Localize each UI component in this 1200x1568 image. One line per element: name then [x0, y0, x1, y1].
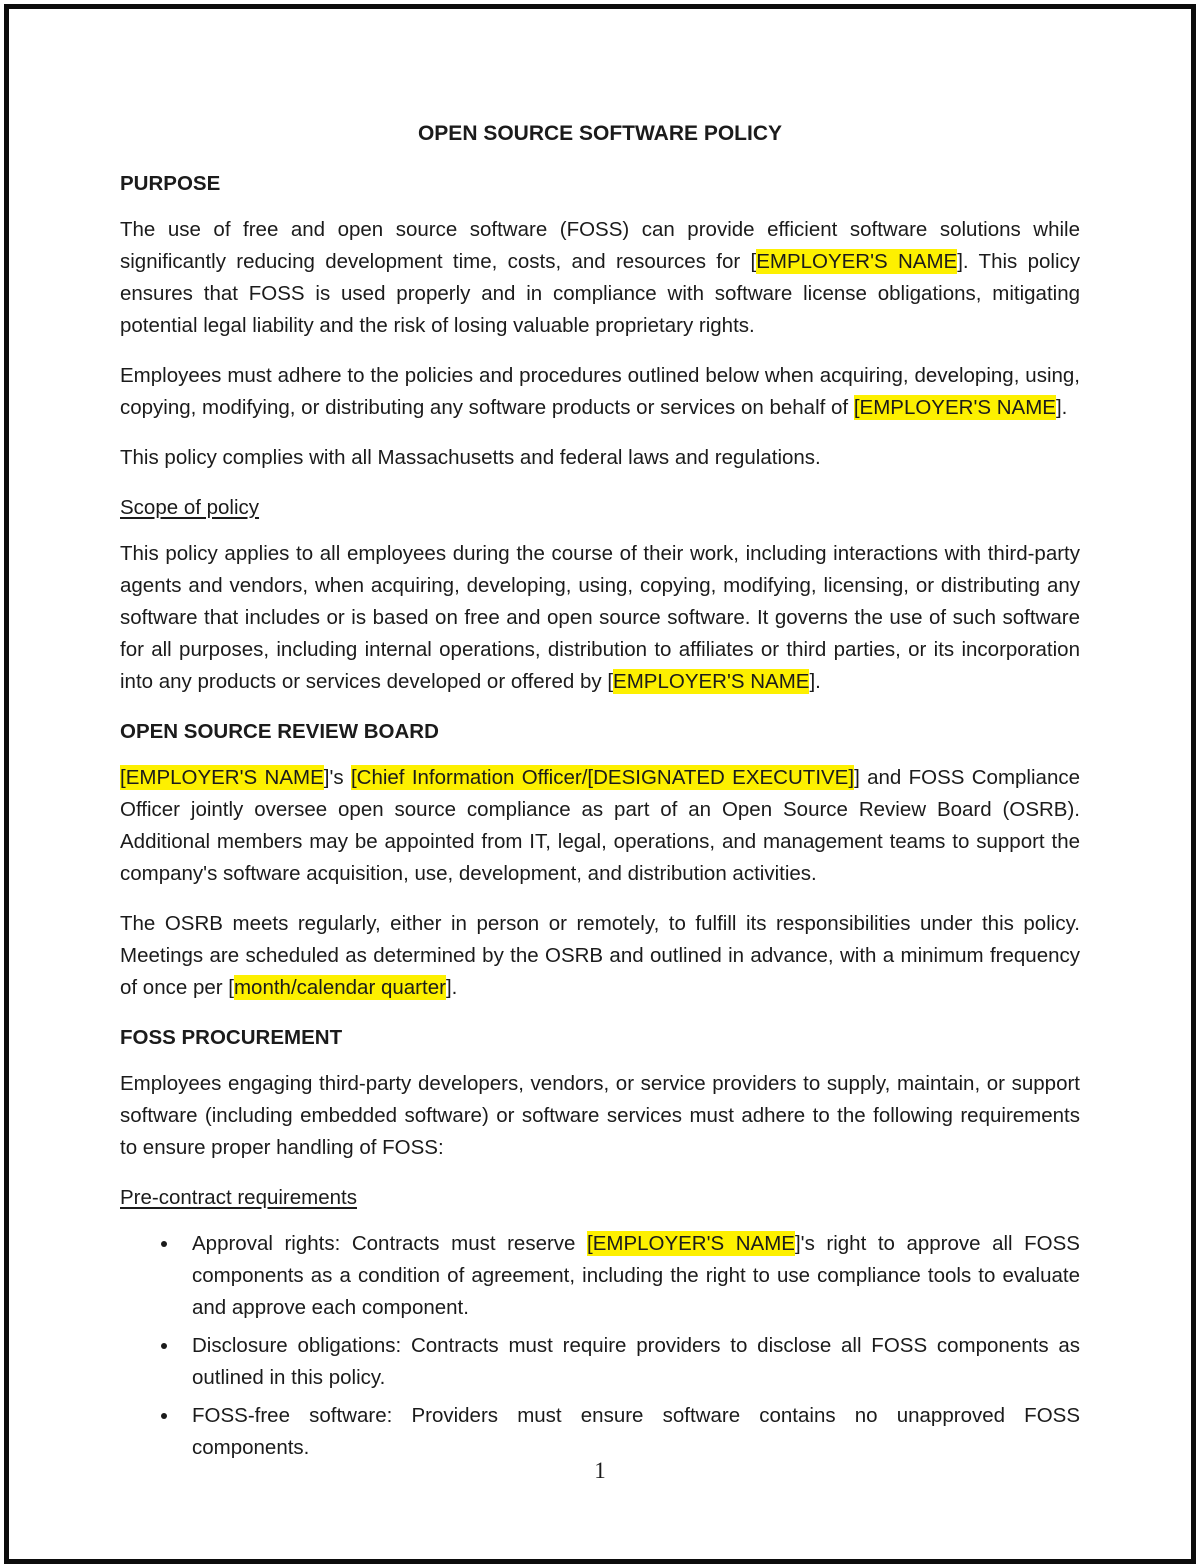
paragraph-scope [120, 538, 1080, 698]
heading-pre-contract-requirements: Pre-contract requirements [120, 1186, 357, 1209]
text-run: This policy applies to all employees during the course of their work, including interactions with third-party agents and vendors, when acquiring, developing, using, copying, modifying, licensing, or distributing any software that includes or is based on free and open source software. It governs the use of such software for all purposes, including internal operations, distribution to affiliates or third parties, or its incorporation into any products or services developed or offered by [ [120, 542, 1080, 693]
heading-open-source-review-board: OPEN SOURCE REVIEW BOARD [120, 720, 439, 743]
text-run: ]'s [323, 766, 351, 789]
highlighted-text: [EMPLOYER'S NAME [587, 1232, 795, 1255]
text-run: ]. This policy ensures that FOSS is used properly and in compliance with software license obligations, mitigating potential legal liability and the risk of losing valuable proprietary rights. [120, 250, 1080, 337]
paragraph-osrb-2 [120, 908, 1080, 1004]
heading-purpose: PURPOSE [120, 172, 221, 195]
text-run: Disclosure obligations: Contracts must require providers to disclose all FOSS components as outlined in this policy. [192, 1334, 1080, 1389]
highlighted-text: [EMPLOYER'S NAME [853, 396, 1056, 419]
heading-scope-of-policy: Scope of policy [120, 496, 260, 519]
bullet-item [180, 1400, 1080, 1464]
highlighted-text: EMPLOYER'S NAME [613, 670, 810, 693]
text-run: ]. [809, 670, 821, 693]
heading-foss-procurement: FOSS PROCUREMENT [120, 1026, 343, 1049]
paragraph-procurement [120, 1068, 1080, 1164]
document-title: OPEN SOURCE SOFTWARE POLICY [417, 122, 783, 145]
text-run: ]. [445, 976, 458, 999]
highlighted-text: EMPLOYER'S NAME [756, 250, 958, 273]
text-run: FOSS-free software: Providers must ensure software contains no unapproved FOSS components. [192, 1404, 1080, 1459]
text-run: ] and FOSS Compliance Officer jointly oversee open source compliance as part of an Open Source Review Board (OSRB). Additional members may be appointed from IT, legal, operations, and management teams to support the company's software acquisition, use, development, and distribution activities. [120, 766, 1080, 885]
text-run: ]. [1055, 396, 1068, 419]
text-run: Approval rights: Contracts must reserve [192, 1232, 587, 1255]
highlighted-text: [EMPLOYER'S NAME [120, 766, 324, 789]
highlighted-text: [Chief Information Officer/[DESIGNATED EXECUTIVE] [350, 766, 855, 789]
paragraph-purpose-1 [120, 214, 1080, 342]
page-number: 1 [594, 1458, 606, 1483]
paragraph-compliance [120, 442, 1080, 474]
text-run: Employees must adhere to the policies and procedures outlined below when acquiring, developing, using, copying, modifying, or distributing any software products or services on behalf of [120, 364, 1080, 419]
text-run: The use of free and open source software (FOSS) can provide efficient software solutions while significantly reducing development time, costs, and resources for [ [120, 218, 1080, 273]
highlighted-text: month/calendar quarter [233, 976, 446, 999]
text-run: This policy complies with all Massachusetts and federal laws and regulations. [120, 446, 821, 469]
document-content [120, 118, 1080, 1470]
text-run: ]'s right to approve all FOSS components as a condition of agreement, including the right to use compliance tools to evaluate and approve each component. [192, 1232, 1080, 1319]
bullet-item [180, 1228, 1080, 1324]
paragraph-purpose-2 [120, 360, 1080, 424]
text-run: Employees engaging third-party developers, vendors, or service providers to supply, maintain, or support software (including embedded software) or software services must adhere to the following requirements to ensure proper handling of FOSS: [120, 1072, 1080, 1159]
bullet-item [180, 1330, 1080, 1394]
paragraph-osrb-1 [120, 762, 1080, 890]
text-run: The OSRB meets regularly, either in person or remotely, to fulfill its responsibilities under this policy. Meetings are scheduled as determined by the OSRB and outlined in advance, with a minimum frequency of once per [ [120, 912, 1080, 999]
bullet-list [120, 1228, 1080, 1464]
